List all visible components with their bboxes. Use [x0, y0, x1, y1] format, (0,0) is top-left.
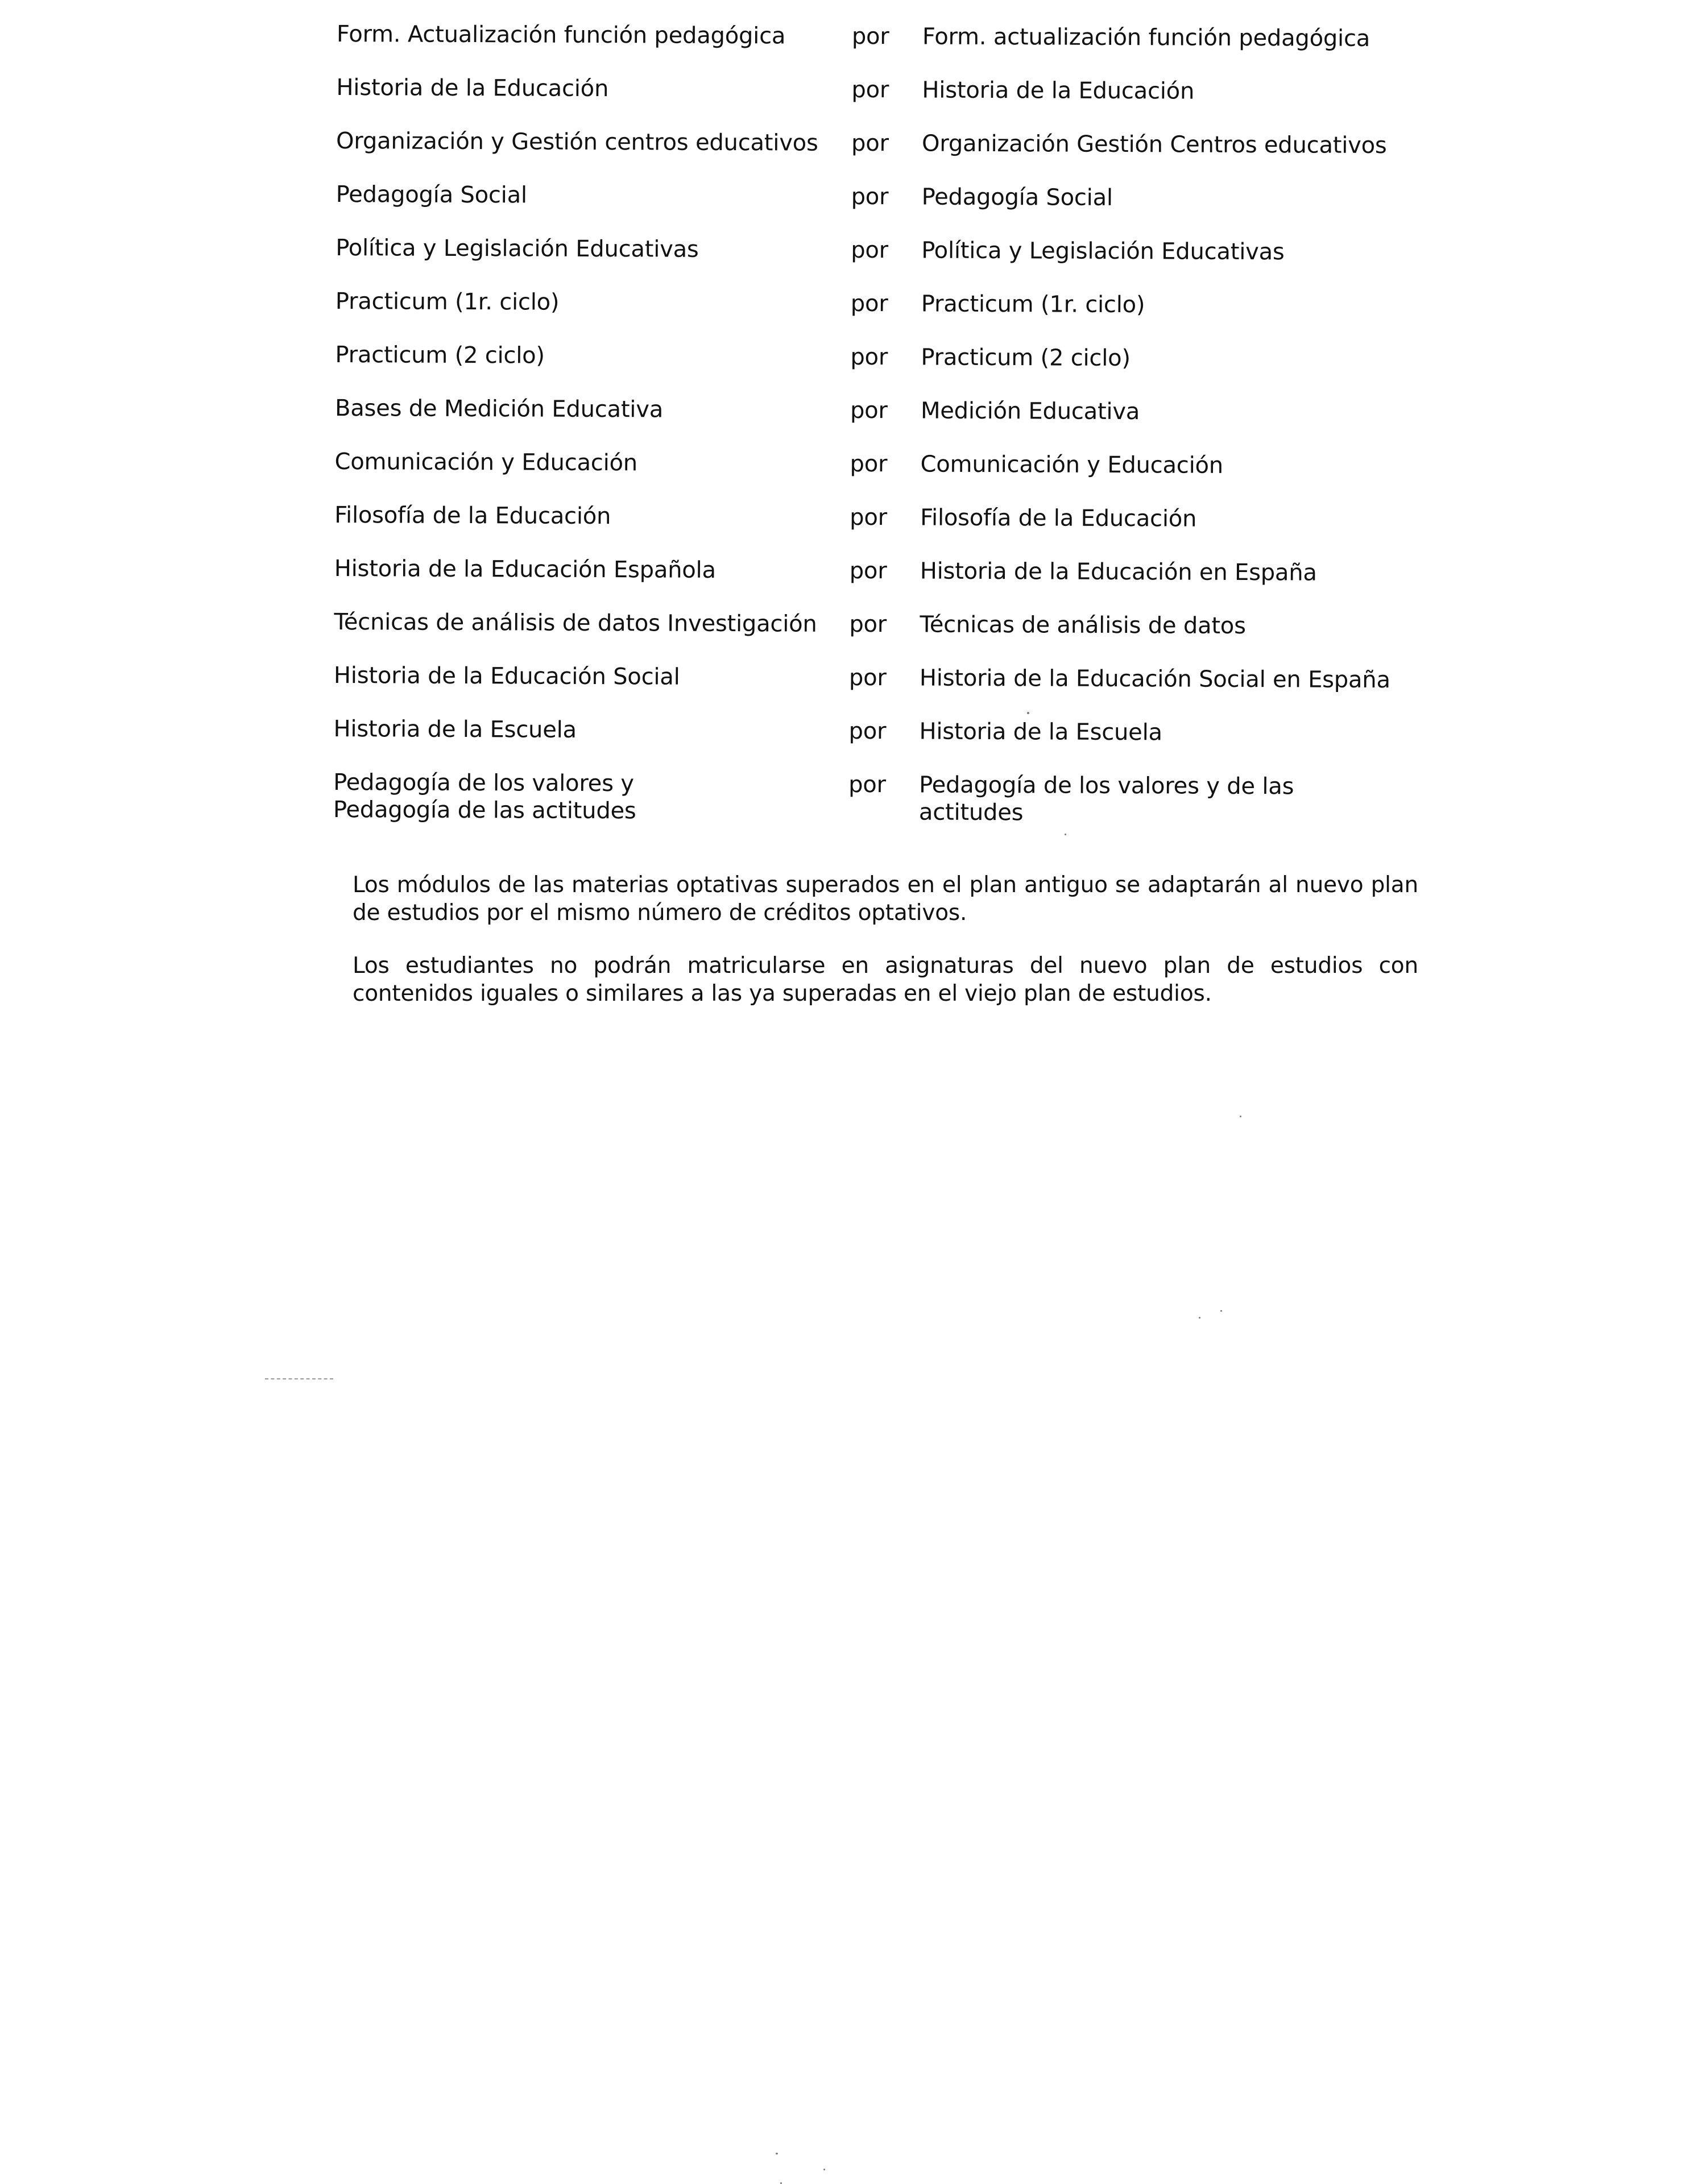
- scan-artifact: [776, 2153, 778, 2154]
- scan-artifact: [1199, 1317, 1200, 1319]
- table-row: [335, 395, 1415, 453]
- equivalence-table: [333, 20, 1417, 842]
- new-subject: Historia de la Escuela: [919, 718, 1162, 746]
- connector-por: por: [850, 504, 888, 531]
- table-row: [336, 288, 1416, 346]
- new-subject: Practicum (2 ciclo): [921, 344, 1131, 372]
- table-row: [334, 555, 1414, 613]
- note-paragraph: Los estudiantes no podrán matricularse en asignaturas del nuevo plan de estudios con contenidos iguales o similares a las ya superadas en el viejo plan de estudios.: [353, 953, 1418, 1006]
- table-row: [333, 715, 1414, 773]
- scan-artifact: [1027, 712, 1029, 714]
- new-subject: Historia de la Educación en España: [920, 558, 1317, 586]
- new-subject: Pedagogía de los valores y de las actitudes: [918, 772, 1294, 826]
- old-subject: Historia de la Educación Social: [333, 662, 680, 690]
- connector-por: por: [849, 557, 887, 585]
- notes-section: [353, 871, 1418, 1033]
- new-subject: Política y Legislación Educativas: [921, 237, 1285, 266]
- old-subject: Historia de la Educación Española: [334, 555, 716, 583]
- old-subject: Política y Legislación Educativas: [336, 234, 699, 263]
- new-subject: Técnicas de análisis de datos: [920, 611, 1246, 639]
- old-subject: Practicum (2 ciclo): [335, 341, 545, 369]
- connector-por: por: [851, 183, 889, 210]
- connector-por: por: [848, 718, 887, 745]
- old-subject: Historia de la Educación: [336, 74, 609, 102]
- scan-artifact: [265, 1378, 333, 1379]
- old-subject: Form. Actualización función pedagógica: [336, 20, 786, 49]
- connector-por: por: [851, 23, 889, 50]
- scan-artifact: [823, 2169, 825, 2170]
- old-subject: Filosofía de la Educación: [334, 502, 611, 530]
- old-subject: Pedagogía de los valores y Pedagogía de las actitudes: [333, 769, 636, 824]
- new-subject: Medición Educativa: [920, 397, 1140, 425]
- table-row: [334, 662, 1414, 720]
- new-subject: Organización Gestión Centros educativos: [921, 130, 1387, 159]
- connector-por: por: [851, 237, 889, 264]
- connector-por: por: [848, 771, 886, 798]
- new-subject: Filosofía de la Educación: [920, 504, 1197, 532]
- scan-artifact: [1240, 1116, 1241, 1117]
- connector-por: por: [851, 130, 889, 157]
- old-subject: Organización y Gestión centros educativos: [336, 127, 818, 156]
- connector-por: por: [850, 343, 888, 371]
- new-subject: Comunicación y Educación: [920, 451, 1224, 479]
- connector-por: por: [849, 611, 887, 638]
- table-row: [337, 20, 1417, 78]
- table-row: [334, 502, 1415, 560]
- connector-por: por: [850, 397, 888, 424]
- old-subject: Practicum (1r. ciclo): [335, 288, 560, 316]
- old-subject: Bases de Medición Educativa: [334, 395, 664, 423]
- scan-artifact: [1065, 834, 1066, 835]
- table-row: [336, 127, 1417, 185]
- connector-por: por: [848, 664, 887, 691]
- old-subject: Técnicas de análisis de datos Investigación: [334, 608, 817, 637]
- table-row: [334, 448, 1415, 506]
- new-subject: Historia de la Educación Social en España: [919, 665, 1390, 694]
- connector-por: por: [851, 76, 889, 103]
- old-subject: Historia de la Escuela: [333, 715, 577, 743]
- old-subject: Comunicación y Educación: [334, 448, 638, 476]
- table-row: [336, 181, 1416, 239]
- table-row: [336, 74, 1417, 132]
- new-subject: Form. actualización función pedagógica: [922, 23, 1370, 52]
- new-subject: Practicum (1r. ciclo): [921, 291, 1145, 318]
- scan-artifact: [1220, 1310, 1222, 1312]
- connector-por: por: [850, 450, 888, 478]
- new-subject: Historia de la Educación: [922, 77, 1195, 105]
- new-subject: Pedagogía Social: [921, 184, 1113, 211]
- table-row: [333, 769, 1414, 842]
- connector-por: por: [850, 290, 888, 317]
- table-row: [334, 608, 1414, 666]
- table-row: [335, 341, 1415, 399]
- old-subject: Pedagogía Social: [336, 181, 527, 209]
- note-paragraph: Los módulos de las materias optativas superados en el plan antiguo se adaptarán al nuevo plan de estudios por el mismo número de créditos optativos.: [353, 872, 1418, 926]
- table-row: [336, 234, 1416, 292]
